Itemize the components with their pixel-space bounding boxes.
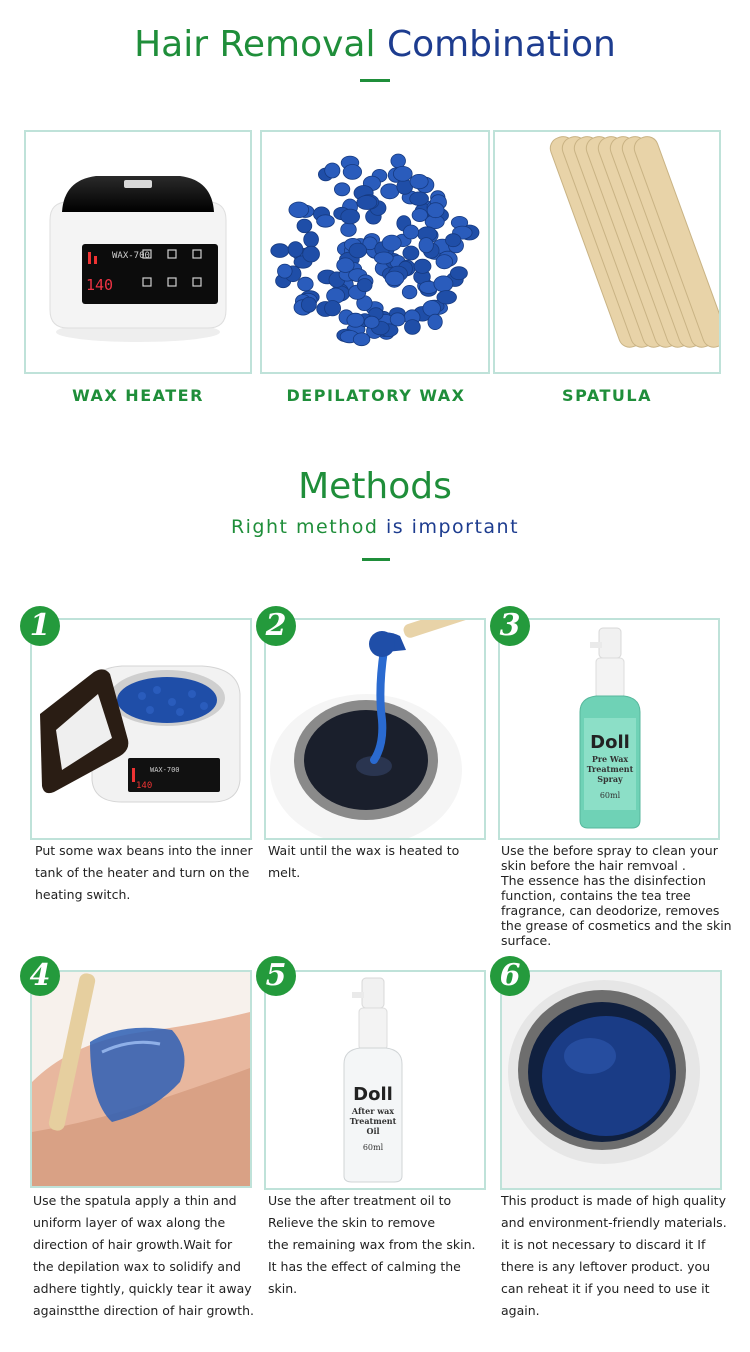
wax-bean bbox=[271, 244, 289, 258]
wax-bean bbox=[402, 285, 417, 298]
wax-bean bbox=[357, 196, 377, 210]
step-image-3 bbox=[498, 618, 720, 840]
wax-bean bbox=[349, 243, 366, 258]
step-image-1 bbox=[30, 618, 252, 840]
page-title bbox=[0, 24, 750, 65]
wax-bean bbox=[289, 202, 309, 218]
wax-bean bbox=[382, 235, 401, 251]
pre-spray-line2: Treatment bbox=[586, 764, 634, 774]
pre-spray-line1: Pre Wax bbox=[591, 754, 629, 764]
pre-spray-volume: 60ml bbox=[599, 791, 621, 800]
after-oil-brand: Doll bbox=[353, 1084, 393, 1105]
subtitle-part-green: Right method bbox=[230, 516, 379, 538]
product-card-spatula bbox=[493, 130, 721, 374]
title-part-green: Hair Removal bbox=[134, 24, 376, 65]
product-label-wax-heater: WAX HEATER bbox=[72, 386, 204, 405]
wax-bean bbox=[364, 316, 379, 328]
wax-bean bbox=[410, 174, 428, 188]
step-number-6: 6 bbox=[490, 956, 530, 996]
wax-bean bbox=[337, 258, 354, 273]
step-image-2 bbox=[264, 618, 486, 840]
svg-text:WAX-700: WAX-700 bbox=[112, 251, 150, 261]
heater-model-small: WAX-700 bbox=[150, 766, 180, 774]
product-card-depilatory-wax bbox=[260, 130, 490, 374]
wax-beans-icon bbox=[262, 132, 488, 372]
step-text-4: Use the spatula apply a thin and uniform layer of wax along the direction of hair growth.Wait for the depilation wax to solidify and adhere tightly, quickly tear it away againstthe direction of hair growth. bbox=[33, 1193, 254, 1318]
wax-bean bbox=[419, 238, 433, 253]
wax-bean bbox=[428, 314, 442, 329]
step-text-1: Put some wax beans into the inner tank of the heater and turn on the heating switch. bbox=[35, 843, 253, 902]
wax-bean bbox=[450, 267, 467, 280]
wax-bean bbox=[410, 192, 429, 206]
wax-bean bbox=[391, 154, 406, 168]
step-text-6: This product is made of high quality and environment-friendly materials. it is not necessary to discard it If there is any leftover product. you can reheat it if you need to use it again. bbox=[501, 1193, 727, 1318]
spatula-icon bbox=[495, 132, 719, 372]
step-image-6 bbox=[500, 970, 722, 1190]
step-number-2: 2 bbox=[256, 606, 296, 646]
wax-bean bbox=[434, 276, 453, 292]
pre-wax-spray-bottle-icon bbox=[500, 620, 718, 838]
after-wax-oil-bottle-icon bbox=[266, 972, 484, 1188]
wax-bean bbox=[403, 246, 419, 260]
wax-bean bbox=[357, 279, 372, 292]
wax-bean bbox=[374, 252, 393, 264]
pre-spray-brand: Doll bbox=[590, 732, 630, 753]
wax-bean bbox=[403, 225, 418, 239]
wax-bean bbox=[393, 166, 412, 181]
step-image-5 bbox=[264, 970, 486, 1190]
after-oil-line3: Oil bbox=[366, 1126, 380, 1136]
after-oil-line1: After wax bbox=[351, 1106, 395, 1116]
wax-heater-icon bbox=[26, 132, 250, 372]
wax-bean bbox=[341, 209, 360, 224]
methods-subtitle bbox=[0, 516, 750, 538]
wax-bean bbox=[288, 242, 303, 258]
subtitle-part-blue: is important bbox=[385, 516, 520, 538]
after-oil-volume: 60ml bbox=[362, 1143, 384, 1152]
step-image-4 bbox=[30, 970, 252, 1188]
wax-bean bbox=[405, 320, 421, 335]
title-divider bbox=[360, 79, 390, 82]
wax-bean bbox=[297, 219, 312, 233]
methods-divider bbox=[362, 558, 390, 561]
step-number-4: 4 bbox=[20, 956, 60, 996]
step-text-2: Wait until the wax is heated to melt. bbox=[268, 843, 460, 880]
heater-with-beans-icon bbox=[32, 620, 250, 838]
title-part-blue: Combination bbox=[386, 24, 616, 65]
wax-bean bbox=[446, 234, 461, 247]
applying-wax-on-arm-icon bbox=[32, 972, 250, 1186]
wax-bean bbox=[347, 313, 364, 327]
product-label-spatula: SPATULA bbox=[562, 386, 652, 405]
step-number-1: 1 bbox=[20, 606, 60, 646]
wax-bean bbox=[353, 333, 370, 346]
melting-wax-icon bbox=[266, 620, 484, 838]
wax-bean bbox=[298, 277, 314, 291]
heater-model-text bbox=[112, 251, 150, 261]
wax-bean bbox=[423, 301, 441, 317]
step-text-3: Use the before spray to clean your skin before the hair remvoal . The essence has the disinfection function, contains the tea tree fragrance, can deodorize, removes the grease of cosmetics and the skin surface. bbox=[501, 843, 732, 948]
pre-spray-line3: Spray bbox=[597, 774, 623, 784]
wax-bean bbox=[341, 223, 357, 237]
wax-bean bbox=[303, 246, 320, 262]
step-number-5: 5 bbox=[256, 956, 296, 996]
wax-bean bbox=[325, 301, 341, 316]
wax-bean bbox=[390, 313, 405, 326]
wax-bean bbox=[278, 264, 293, 278]
melted-wax-pot-icon bbox=[502, 972, 720, 1188]
wax-bean bbox=[385, 271, 404, 286]
wax-bean bbox=[414, 259, 431, 273]
wax-bean bbox=[436, 255, 453, 269]
wax-bean bbox=[301, 297, 316, 312]
heater-temp-small: 140 bbox=[136, 781, 153, 791]
wax-bean bbox=[412, 209, 427, 222]
wax-bean bbox=[427, 203, 444, 218]
step-number-3: 3 bbox=[490, 606, 530, 646]
after-oil-line2: Treatment bbox=[349, 1116, 397, 1126]
wax-bean bbox=[317, 215, 335, 227]
methods-title: Methods bbox=[298, 466, 452, 507]
wax-bean bbox=[343, 165, 361, 180]
step-text-5: Use the after treatment oil to Relieve the skin to remove the remaining wax from the skin. It has the effect of calming the skin. bbox=[268, 1193, 476, 1296]
product-label-depilatory-wax: DEPILATORY WAX bbox=[286, 386, 466, 405]
wax-bean bbox=[325, 163, 340, 178]
wax-bean bbox=[334, 183, 349, 196]
heater-temp: 140 bbox=[86, 276, 114, 294]
wax-bean bbox=[381, 184, 399, 199]
product-card-wax-heater bbox=[24, 130, 252, 374]
wax-bean bbox=[304, 232, 319, 248]
wax-bean bbox=[437, 291, 457, 305]
